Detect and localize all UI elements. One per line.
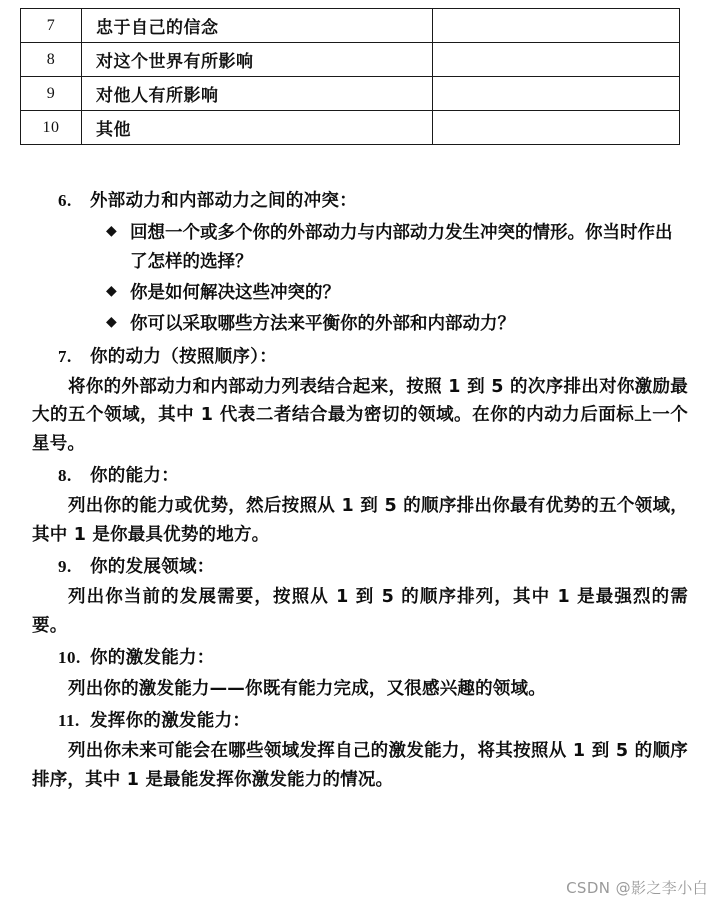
section-heading: [20, 707, 692, 735]
section-paragraph: 列出你当前的发展需要，按照从 1 到 5 的顺序排列，其中 1 是最强烈的需要。: [32, 587, 688, 636]
list-item: [20, 279, 692, 307]
section-number: 9.: [58, 557, 72, 577]
table-row: [21, 43, 680, 77]
table-cell-label: 忠于自己的信念: [82, 9, 433, 43]
diamond-bullet-icon: ◆: [106, 223, 117, 240]
worksheet-table-container: [20, 8, 680, 145]
section-paragraph: 列出你未来可能会在哪些领域发挥自己的激发能力，将其按照从 1 到 5 的顺序排序，其中 1 是最能发挥你激发能力的情况。: [32, 741, 688, 790]
section-11: [20, 707, 692, 794]
table-cell-label: 其他: [82, 111, 433, 145]
section-number: 7.: [58, 346, 72, 366]
table-cell-blank: [433, 111, 680, 145]
section-8: [20, 462, 692, 549]
list-item: [20, 219, 692, 276]
section-heading: [20, 553, 692, 581]
section-10: [20, 644, 692, 703]
diamond-bullet-icon: ◆: [106, 283, 117, 300]
section-7: [20, 343, 692, 458]
section-paragraph: 将你的外部动力和内部动力列表结合起来，按照 1 到 5 的次序排出对你激励最大的五个领域，其中 1 代表二者结合最为密切的领域。在你的内动力后面标上一个星号。: [32, 377, 688, 454]
list-item-text: 你可以采取哪些方法来平衡你的外部和内部动力？: [130, 314, 515, 335]
list-item: [20, 310, 692, 338]
section-paragraph: 列出你的激发能力——你既有能力完成，又很感兴趣的领域。: [68, 678, 546, 699]
table-cell-number: 10: [21, 111, 82, 145]
table-cell-label: 对这个世界有所影响: [82, 43, 433, 77]
section-heading: [20, 343, 692, 371]
table-row: [21, 77, 680, 111]
table-cell-number: 9: [21, 77, 82, 111]
section-number: 11.: [58, 710, 80, 730]
section-9: [20, 553, 692, 640]
table-row: [21, 9, 680, 43]
section-title: 发挥你的激发能力：: [90, 710, 251, 731]
table-row: [21, 111, 680, 145]
table-body: [21, 9, 680, 145]
section-title: 你的激发能力：: [90, 648, 215, 669]
section-heading: [20, 187, 692, 215]
bullet-list: [20, 219, 692, 338]
document-body: [20, 185, 692, 798]
section-title: 你的动力（按照顺序）：: [90, 346, 278, 367]
diamond-bullet-icon: ◆: [106, 314, 117, 331]
section-title: 你的发展领域：: [90, 557, 215, 578]
list-item-text: 你是如何解决这些冲突的？: [130, 283, 340, 304]
table-cell-number: 7: [21, 9, 82, 43]
section-number: 10.: [58, 648, 81, 668]
section-heading: [20, 462, 692, 490]
section-title: 外部动力和内部动力之间的冲突：: [90, 191, 357, 211]
watermark-text: CSDN @影之李小白: [566, 879, 708, 897]
section-title: 你的能力：: [90, 466, 179, 487]
section-heading: [20, 644, 692, 672]
table-cell-blank: [433, 77, 680, 111]
section-6: [20, 187, 692, 339]
table-cell-blank: [433, 9, 680, 43]
section-number: 6.: [58, 191, 72, 210]
table-cell-number: 8: [21, 43, 82, 77]
worksheet-table: [20, 8, 680, 145]
list-item-text: 回想一个或多个你的外部动力与内部动力发生冲突的情形。你当时作出了怎样的选择？: [130, 223, 673, 272]
table-cell-blank: [433, 43, 680, 77]
table-cell-label: 对他人有所影响: [82, 77, 433, 111]
section-number: 8.: [58, 466, 72, 486]
section-paragraph: 列出你的能力或优势，然后按照从 1 到 5 的顺序排出你最有优势的五个领域，其中 1 是你最具优势的地方。: [32, 496, 688, 545]
